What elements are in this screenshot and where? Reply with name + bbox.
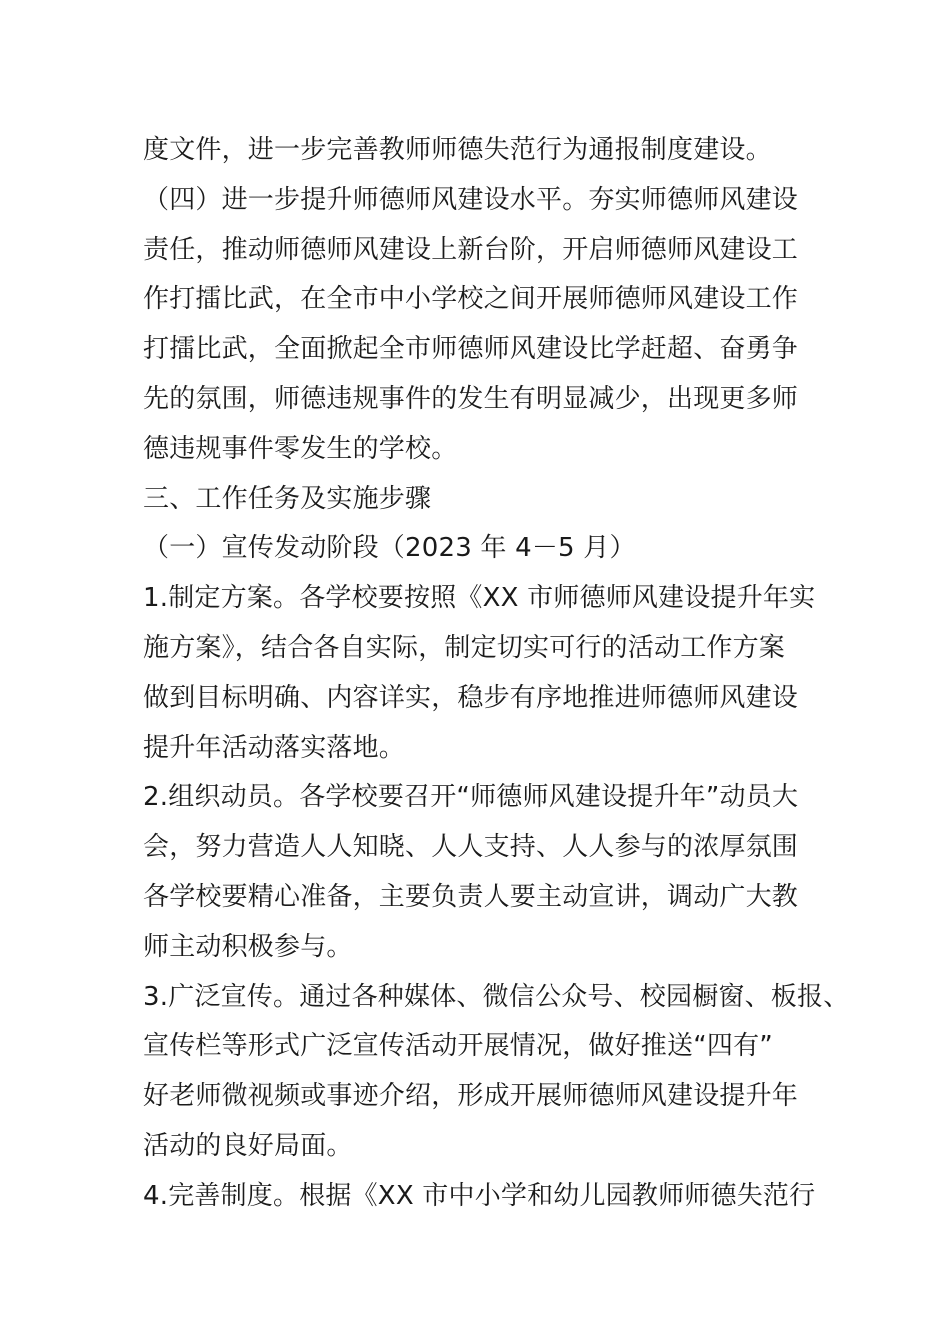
document-body	[143, 126, 850, 1222]
subsection-heading: （一）宣传发动阶段（2023 年 4－5 月）	[143, 533, 636, 564]
text-line: 3.广泛宣传。通过各种媒体、微信公众号、校园橱窗、板报、	[143, 981, 850, 1012]
text-line: 各学校要精心准备，主要负责人要主动宣讲，调动广大教	[143, 881, 799, 912]
text-line: 会，努力营造人人知晓、人人支持、人人参与的浓厚氛围	[143, 832, 799, 863]
text-line: 师主动积极参与。	[143, 931, 353, 962]
text-line: 责任，推动师德师风建设上新台阶，开启师德师风建设工	[143, 234, 799, 265]
text-line: 做到目标明确、内容详实，稳步有序地推进师德师风建设	[143, 682, 799, 713]
text-line: 宣传栏等形式广泛宣传活动开展情况，做好推送“四有”	[143, 1031, 773, 1062]
text-line: 作打擂比武，在全市中小学校之间开展师德师风建设工作	[143, 284, 799, 315]
text-line: 提升年活动落实落地。	[143, 732, 406, 763]
text-line: 德违规事件零发生的学校。	[143, 433, 458, 464]
text-line: 好老师微视频或事迹介绍，形成开展师德师风建设提升年	[143, 1081, 799, 1112]
text-line: 4.完善制度。根据《XX 市中小学和幼儿园教师师德失范行	[143, 1180, 816, 1211]
text-line: 2.组织动员。各学校要召开“师德师风建设提升年”动员大	[143, 782, 799, 813]
text-line: 施方案》，结合各自实际，制定切实可行的活动工作方案	[143, 632, 786, 663]
text-line: 打擂比武，全面掀起全市师德师风建设比学赶超、奋勇争	[143, 334, 799, 365]
text-line: 度文件，进一步完善教师师德失范行为通报制度建设。	[143, 135, 772, 165]
text-line: 先的氛围，师德违规事件的发生有明显减少，出现更多师	[143, 383, 799, 414]
text-line: 活动的良好局面。	[143, 1130, 353, 1161]
text-line: 1.制定方案。各学校要按照《XX 市师德师风建设提升年实	[143, 583, 816, 614]
section-heading: 三、工作任务及实施步骤	[143, 483, 432, 514]
text-line: （四）进一步提升师德师风建设水平。夯实师德师风建设	[143, 184, 799, 215]
